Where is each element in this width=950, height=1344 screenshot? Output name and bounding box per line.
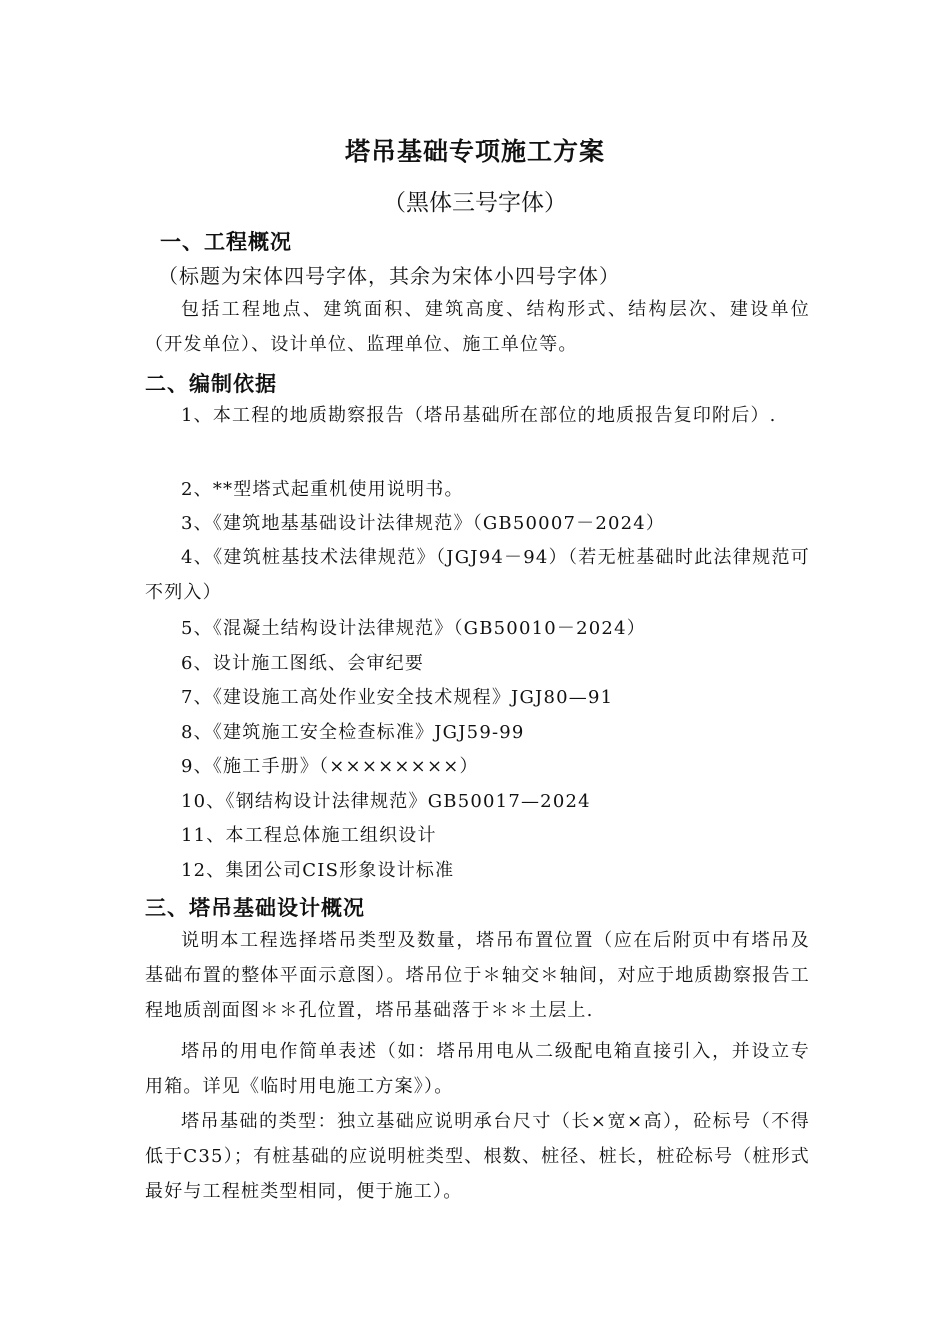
design-paragraph-1: 说明本工程选择塔吊类型及数量，塔吊布置位置（应在后附页中有塔吊及基础布置的整体平面示意图）。塔吊位于＊轴交＊轴间，对应于地质勘察报告工程地质剖面图＊＊孔位置，塔吊基础落于＊＊土层上. <box>145 930 810 1021</box>
overview-paragraph: 包括工程地点、建筑面积、建筑高度、结构形式、结构层次、建设单位（开发单位）、设计单位、监理单位、施工单位等。 <box>145 299 810 355</box>
basis-item-10: 10、《钢结构设计法律规范》GB50017—2024 <box>181 791 591 812</box>
basis-item-11: 11、本工程总体施工组织设计 <box>181 825 437 846</box>
basis-item-3: 3、《建筑地基基础设计法律规范》（GB50007－2024） <box>181 513 666 534</box>
basis-item-2: 2、**型塔式起重机使用说明书。 <box>181 479 464 500</box>
basis-item-8: 8、《建筑施工安全检查标准》JGJ59-99 <box>181 722 525 743</box>
section-heading-overview: 一、工程概况 <box>160 230 292 254</box>
basis-item-6: 6、设计施工图纸、会审纪要 <box>181 653 425 674</box>
font-note: （标题为宋体四号字体，其余为宋体小四号字体） <box>158 264 620 288</box>
basis-item-9: 9、《施工手册》（××××××××） <box>181 756 479 777</box>
section-heading-design: 三、塔吊基础设计概况 <box>145 896 365 920</box>
basis-item-1: 1、本工程的地质勘察报告（塔吊基础所在部位的地质报告复印附后）. <box>181 405 777 426</box>
basis-item-5: 5、《混凝土结构设计法律规范》（GB50010－2024） <box>181 618 646 639</box>
design-paragraph-3: 塔吊基础的类型：独立基础应说明承台尺寸（长×宽×高），砼标号（不得低于C35）；有桩基础的应说明桩类型、根数、桩径、桩长，桩砼标号（桩形式最好与工程桩类型相同，便于施工）。 <box>145 1111 810 1202</box>
basis-item-12: 12、集团公司CIS形象设计标准 <box>181 860 455 881</box>
document-subtitle: （黑体三号字体） <box>383 190 567 216</box>
basis-item-4: 4、《建筑桩基技术法律规范》（JGJ94－94）（若无桩基础时此法律规范可不列入） <box>145 547 810 603</box>
document-title: 塔吊基础专项施工方案 <box>344 137 605 166</box>
section-heading-basis: 二、编制依据 <box>145 372 277 396</box>
design-paragraph-2: 塔吊的用电作简单表述（如：塔吊用电从二级配电箱直接引入，并设立专用箱。详见《临时用电施工方案》）。 <box>145 1041 810 1097</box>
basis-item-7: 7、《建设施工高处作业安全技术规程》JGJ80—91 <box>181 687 614 708</box>
